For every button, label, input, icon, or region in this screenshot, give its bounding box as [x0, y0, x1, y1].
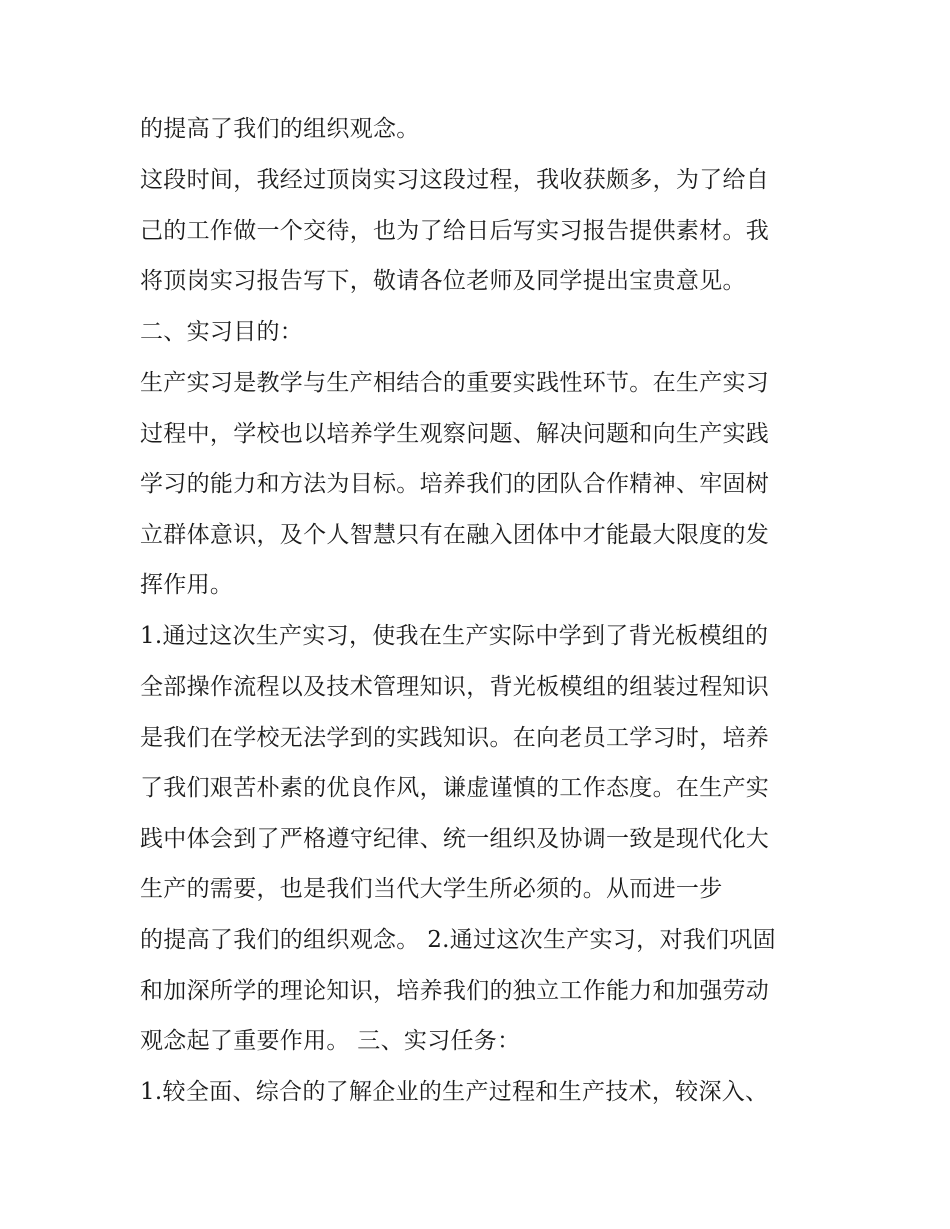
text-line: 生产实习是教学与生产相结合的重要实践性环节。在生产实习 [140, 370, 770, 396]
text-line: 的提高了我们的组织观念。 [140, 116, 420, 142]
text-line: 1.较全面、综合的了解企业的生产过程和生产技术，较深入、 [140, 1079, 769, 1105]
section-heading: 二、实习目的： [140, 319, 304, 345]
text-line: 生产的需要，也是我们当代大学生所必须的。从而进一步 [140, 876, 723, 902]
text-line: 挥作用。 [140, 572, 234, 598]
text-line: 践中体会到了严格遵守纪律、统一组织及协调一致是现代化大 [140, 826, 770, 852]
text-line: 己的工作做一个交待，也为了给日后写实习报告提供素材。我 [140, 218, 770, 244]
text-line: 立群体意识，及个人智慧只有在融入团体中才能最大限度的发 [140, 522, 770, 548]
text-line: 将顶岗实习报告写下，敬请各位老师及同学提出宝贵意见。 [140, 268, 746, 294]
text-line: 这段时间，我经过顶岗实习这段过程，我收获颇多，为了给自 [140, 167, 770, 193]
text-line: 观念起了重要作用。 三、实习任务： [140, 1028, 521, 1054]
text-line: 了我们艰苦朴素的优良作风，谦虚谨慎的工作态度。在生产实 [140, 775, 770, 801]
text-line: 全部操作流程以及技术管理知识，背光板模组的组装过程知识 [140, 674, 770, 700]
text-line: 和加深所学的理论知识，培养我们的独立工作能力和加强劳动 [140, 978, 770, 1004]
text-line: 的提高了我们的组织观念。 2.通过这次生产实习，对我们巩固 [140, 927, 776, 953]
text-line: 是我们在学校无法学到的实践知识。在向老员工学习时，培养 [140, 725, 770, 751]
text-line: 学习的能力和方法为目标。培养我们的团队合作精神、牢固树 [140, 471, 770, 497]
text-line: 过程中，学校也以培养学生观察问题、解决问题和向生产实践 [140, 421, 770, 447]
text-line: 1.通过这次生产实习，使我在生产实际中学到了背光板模组的 [140, 623, 769, 649]
